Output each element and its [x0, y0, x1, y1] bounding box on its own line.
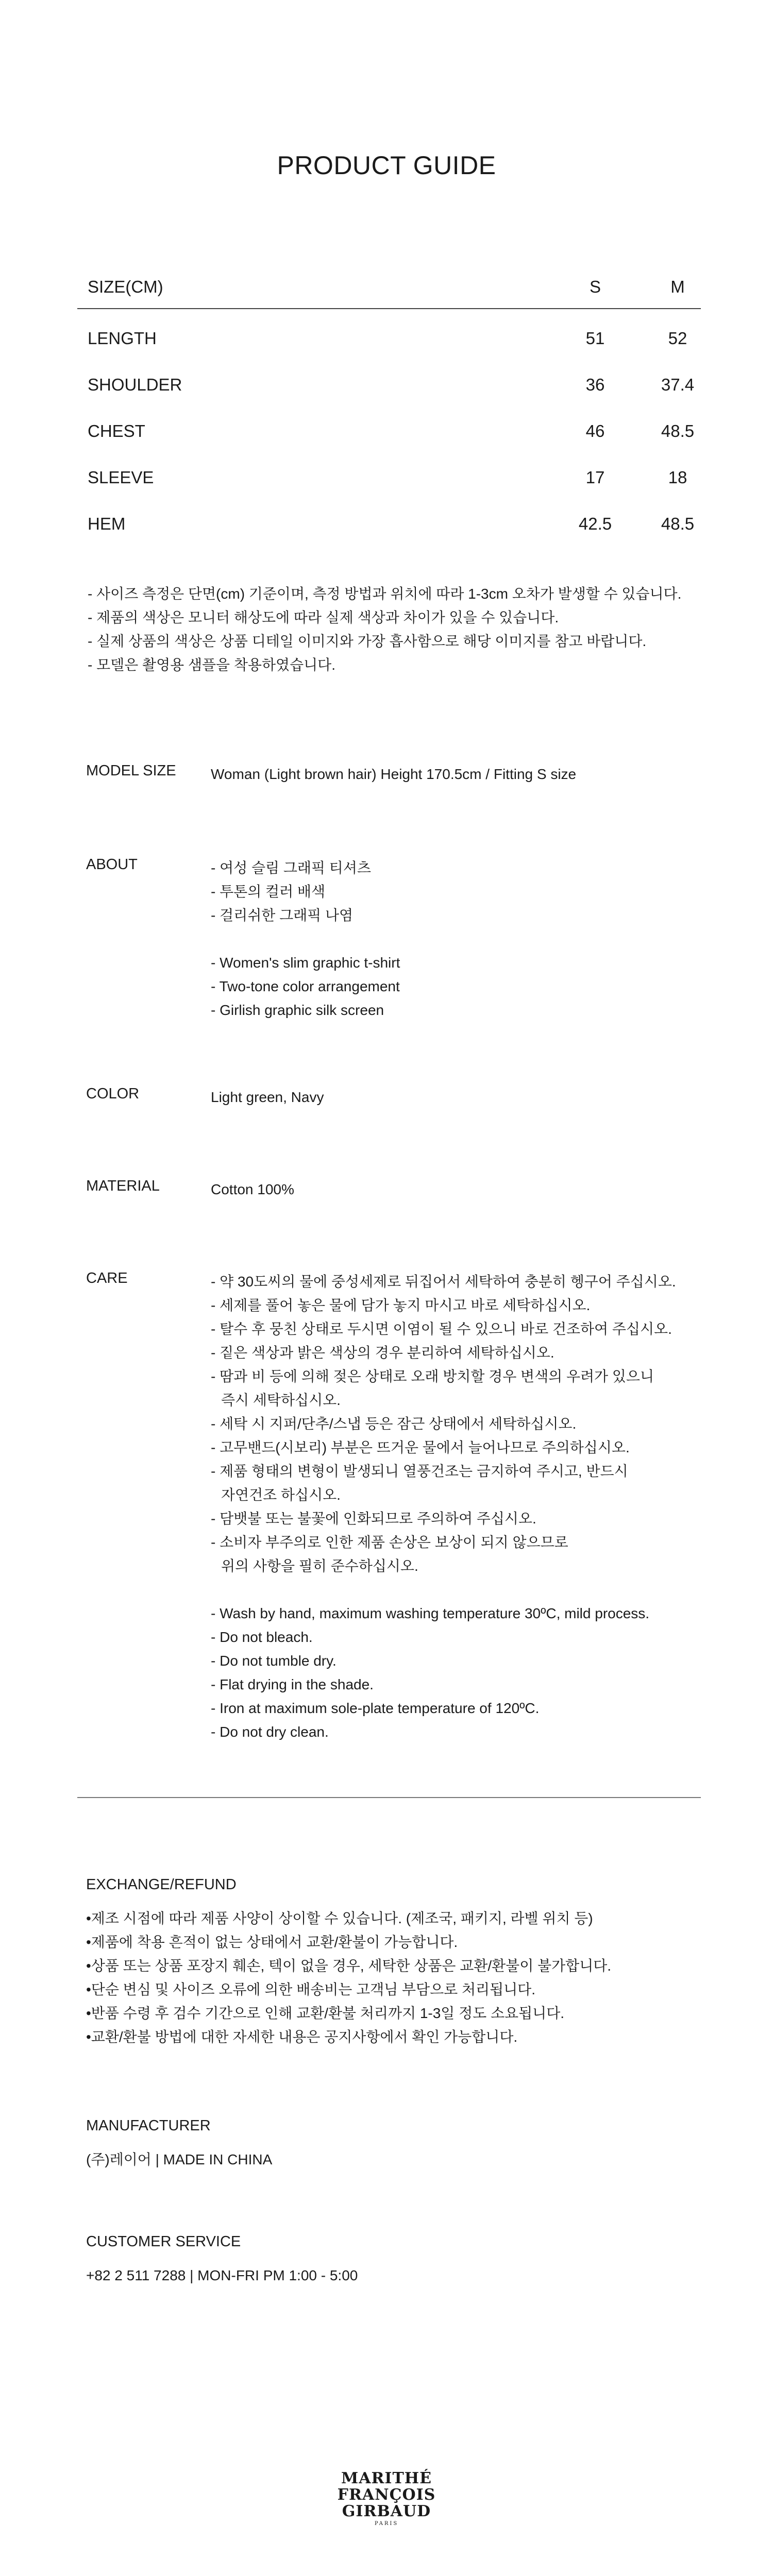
- manufacturer-text: (주)레이어 | MADE IN CHINA: [86, 2151, 273, 2167]
- care-line: - 담뱃불 또는 불꽃에 인화되므로 주의하여 주십시오.: [211, 1511, 536, 1527]
- customer-service-label: CUSTOMER SERVICE: [86, 2233, 241, 2250]
- exchange-line: •제품에 착용 흔적이 없는 상태에서 교환/환불이 가능합니다.: [86, 1934, 458, 1950]
- size-row-s: 51: [585, 329, 605, 348]
- care-line: - 고무밴드(시보리) 부분은 뜨거운 물에서 늘어나므로 주의하십시오.: [211, 1439, 630, 1455]
- manufacturer-label: MANUFACTURER: [86, 2117, 211, 2134]
- material-text: Cotton 100%: [211, 1181, 294, 1197]
- customer-service-value: [86, 2264, 704, 2287]
- customer-service-text: +82 2 511 7288 | MON-FRI PM 1:00 - 5:00: [86, 2267, 358, 2283]
- about-line: - 걸리쉬한 그래픽 나염: [211, 907, 354, 923]
- care-line: - 약 30도씨의 물에 중성세제로 뒤집어서 세탁하여 충분히 헹구어 주십시오.: [211, 1274, 676, 1290]
- exchange-line: •제조 시점에 따라 제품 사양이 상이할 수 있습니다. (제조국, 패키지, 라벨 위치 등): [86, 1910, 593, 1926]
- care-line: 위의 사항을 필히 준수하십시오.: [221, 1558, 418, 1574]
- exchange-line: •단순 변심 및 사이즈 오류에 의한 배송비는 고객님 부담으로 처리됩니다.: [86, 1981, 535, 1997]
- about-line: - 투톤의 컬러 배색: [211, 884, 325, 900]
- care-line: - 짙은 색상과 밝은 색상의 경우 분리하여 세탁하십시오.: [211, 1345, 554, 1361]
- size-row-m: 48.5: [661, 421, 695, 440]
- size-row-label: CHEST: [88, 421, 145, 440]
- care-line: [211, 1578, 705, 1602]
- model-size-text: Woman (Light brown hair) Height 170.5cm / Fitting S size: [211, 766, 577, 782]
- about-line: - Girlish graphic silk screen: [211, 1002, 384, 1018]
- size-row-label: SHOULDER: [88, 375, 182, 394]
- care-line: - 땀과 비 등에 의해 젖은 상태로 오래 방치할 경우 변색의 우려가 있으니: [211, 1368, 654, 1384]
- exchange-line: •상품 또는 상품 포장지 훼손, 텍이 없을 경우, 세탁한 상품은 교환/환불이 불가합니다.: [86, 1958, 612, 1974]
- size-row-shoulder: [77, 355, 701, 402]
- size-row-s: 42.5: [578, 514, 612, 533]
- care-label: CARE: [86, 1270, 128, 1286]
- logo-sub: PARIS: [374, 2521, 399, 2527]
- size-table-header: [77, 268, 701, 309]
- color-value: [211, 1086, 705, 1109]
- size-row-s: 17: [585, 468, 605, 487]
- care-line: - 소비자 부주의로 인한 제품 손상은 보상이 되지 않으므로: [211, 1534, 568, 1550]
- care-line: - 제품 형태의 변형이 발생되니 열풍건조는 금지하여 주시고, 반드시: [211, 1463, 628, 1479]
- logo-line: MARITHÉ: [341, 2469, 432, 2487]
- size-note: - 사이즈 측정은 단면(cm) 기준이며, 측정 방법과 위치에 따라 1-3cm 오차가 발생할 수 있습니다.: [88, 586, 682, 602]
- size-row-label: SLEEVE: [88, 468, 154, 487]
- size-row-m: 37.4: [661, 375, 695, 394]
- care-line: - Iron at maximum sole-plate temperature of 120ºC.: [211, 1700, 540, 1716]
- care-line: - Flat drying in the shade.: [211, 1676, 374, 1692]
- care-line: - Do not bleach.: [211, 1629, 313, 1645]
- size-note: - 실제 상품의 색상은 상품 디테일 이미지와 가장 흡사함으로 해당 이미지를 참고 바랍니다.: [88, 633, 647, 649]
- care-line: - 세탁 시 지퍼/단추/스냅 등은 잠근 상태에서 세탁하십시오.: [211, 1416, 577, 1432]
- size-row-length: [77, 309, 701, 355]
- care-line: - Wash by hand, maximum washing temperature 30ºC, mild process.: [211, 1605, 650, 1621]
- size-row-sleeve: [77, 448, 701, 495]
- exchange-section: [86, 1876, 704, 2049]
- care-line: - 탈수 후 뭉친 상태로 두시면 이염이 될 수 있으니 바로 건조하여 주십시오.: [211, 1321, 672, 1337]
- brand-logo: [335, 2470, 438, 2535]
- care-line: - 세제를 풀어 놓은 물에 담가 놓지 마시고 바로 세탁하십시오.: [211, 1297, 591, 1313]
- care-line: - Do not tumble dry.: [211, 1653, 337, 1669]
- material-value: [211, 1178, 705, 1201]
- about-line: [211, 927, 705, 951]
- about-line: - 여성 슬림 그래픽 티셔츠: [211, 860, 371, 876]
- exchange-list: [86, 1907, 704, 2049]
- care-line: 즉시 세탁하십시오.: [221, 1392, 341, 1408]
- size-notes: [88, 582, 706, 677]
- manufacturer-value: [86, 2148, 704, 2172]
- size-row-m: 52: [668, 329, 687, 348]
- size-header-s: S: [589, 277, 601, 296]
- model-size-label: MODEL SIZE: [86, 762, 176, 779]
- size-row-m: 48.5: [661, 514, 695, 533]
- size-row-s: 46: [585, 421, 605, 440]
- page-title: PRODUCT GUIDE: [277, 151, 496, 180]
- about-line: - Two-tone color arrangement: [211, 978, 400, 994]
- section-divider: [77, 1797, 701, 1798]
- size-note: - 제품의 색상은 모니터 해상도에 따라 실제 색상과 차이가 있을 수 있습니다.: [88, 609, 559, 625]
- size-row-m: 18: [668, 468, 687, 487]
- size-row-label: HEM: [88, 514, 126, 533]
- care-list: [211, 1270, 705, 1744]
- exchange-line: •교환/환불 방법에 대한 자세한 내용은 공지사항에서 확인 가능합니다.: [86, 2029, 518, 2045]
- material-label: MATERIAL: [86, 1178, 160, 1194]
- size-row-s: 36: [585, 375, 605, 394]
- logo-line: FRANÇOIS: [337, 2486, 436, 2504]
- color-label: COLOR: [86, 1086, 140, 1102]
- exchange-label: EXCHANGE/REFUND: [86, 1876, 237, 1893]
- care-line: 자연건조 하십시오.: [221, 1487, 341, 1503]
- customer-service-section: [86, 2233, 704, 2287]
- model-size-value: [211, 762, 705, 786]
- size-table: [77, 268, 701, 541]
- about-line: - Women's slim graphic t-shirt: [211, 955, 400, 971]
- care-line: - Do not dry clean.: [211, 1724, 329, 1740]
- logo-line: GIRBAUD: [342, 2502, 431, 2520]
- size-header-m: M: [670, 277, 685, 296]
- about-list: [211, 856, 705, 1022]
- exchange-line: •반품 수령 후 검수 기간으로 인해 교환/환불 처리까지 1-3일 정도 소요됩니다.: [86, 2005, 565, 2021]
- size-row-label: LENGTH: [88, 329, 157, 348]
- about-label: ABOUT: [86, 856, 138, 873]
- size-note: - 모델은 촬영용 샘플을 착용하였습니다.: [88, 657, 335, 673]
- color-text: Light green, Navy: [211, 1089, 324, 1105]
- size-row-hem: [77, 495, 701, 541]
- size-row-chest: [77, 402, 701, 448]
- size-header-label: SIZE(CM): [88, 277, 163, 296]
- manufacturer-section: [86, 2117, 704, 2172]
